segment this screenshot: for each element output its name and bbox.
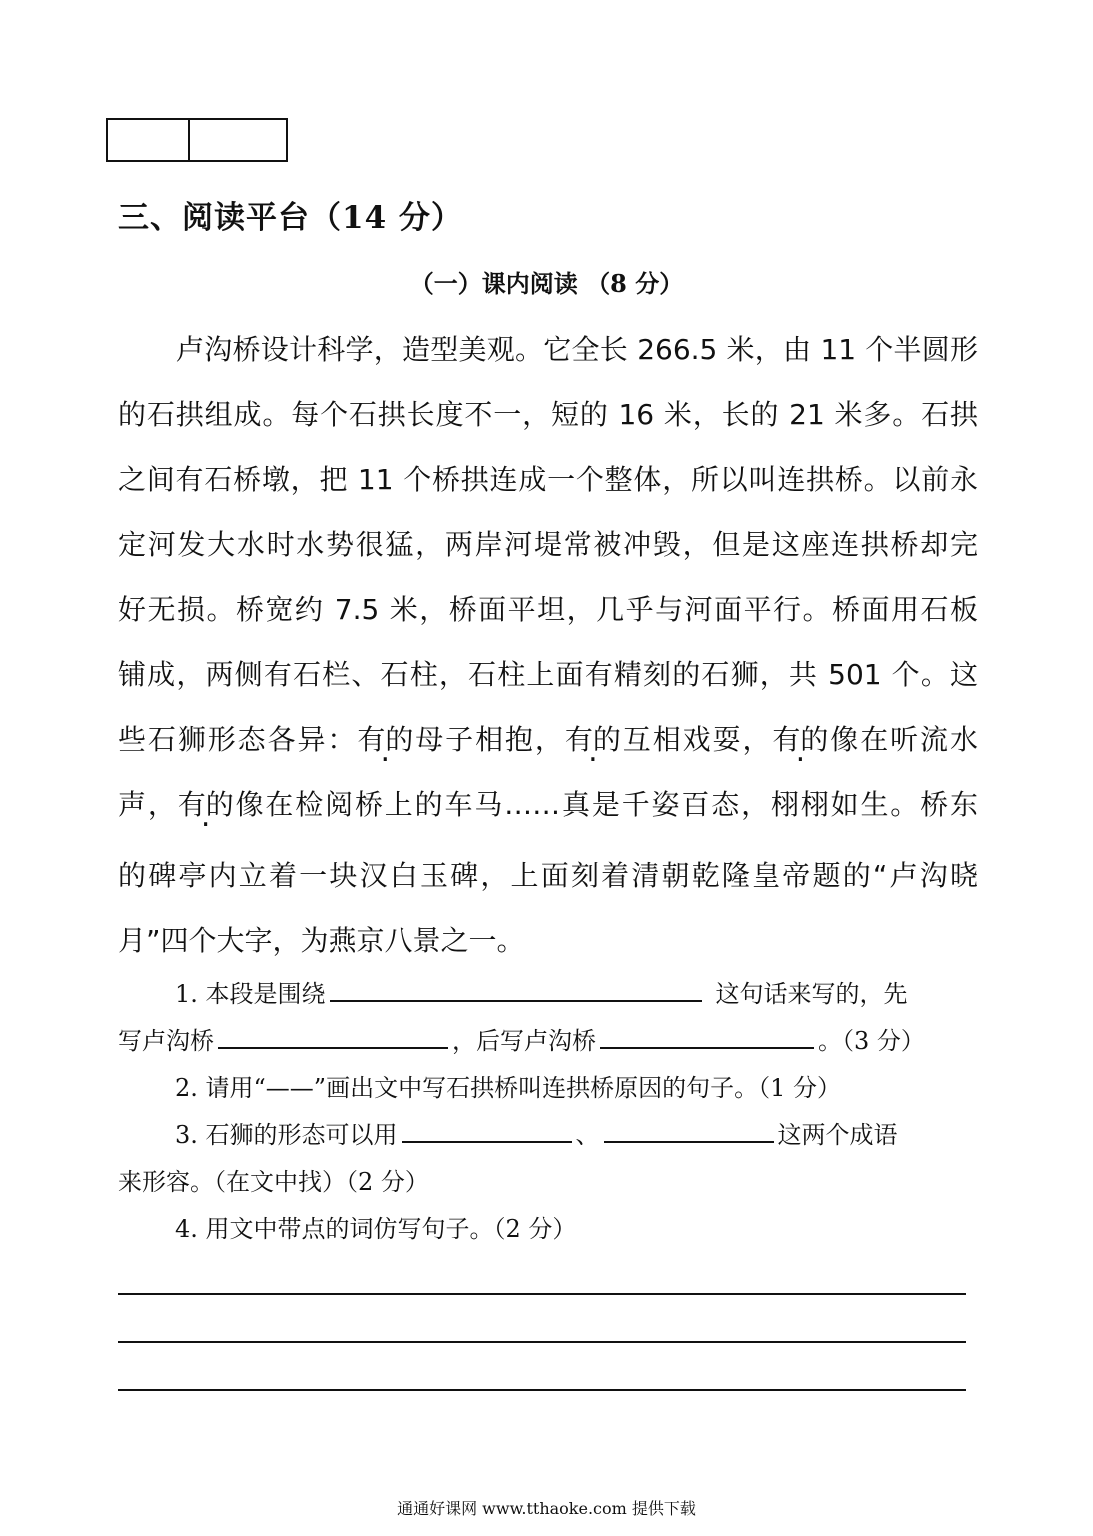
score-box [106, 118, 288, 162]
writing-line[interactable] [118, 1293, 966, 1295]
passage-line: 的碑亭内立着一块汉白玉碑，上面刻着清朝乾隆皇帝题的“卢沟晓 [118, 859, 978, 892]
passage-text: 像在听流水 [828, 723, 978, 756]
passage-line: 好无损。桥宽约 7.5 米，桥面平坦，几乎与河面平行。桥面用石板 [118, 593, 978, 626]
subsection-title: （一）课内阅读 （8 分） [409, 269, 684, 298]
section-title: 三、阅读平台（14 分） [118, 200, 463, 236]
question-text: 这句话来写的，先 [715, 980, 908, 1008]
question-list [118, 972, 978, 1254]
score-cell-value [190, 120, 286, 160]
dotted-word: 有的 . [772, 715, 828, 765]
question-3 [118, 1113, 978, 1160]
dotted-word: 有的 . [565, 715, 621, 765]
passage-line [118, 780, 978, 845]
passage-line: 月”四个大字，为燕京八景之一。 [118, 924, 525, 957]
question-2: 2. 请用“——”画出文中写石拱桥叫连拱桥原因的句子。（1 分） [175, 1074, 841, 1102]
passage-text: 像在检阅桥上的车马……真是千姿百态，栩栩如生。桥东 [233, 788, 978, 821]
question-text: 3. 石狮的形态可以用 [175, 1121, 398, 1149]
answer-blank[interactable] [604, 1113, 774, 1143]
question-text: 、 [575, 1121, 600, 1149]
question-text: ，后写卢沟桥 [452, 1027, 596, 1055]
question-1 [118, 972, 978, 1019]
reading-passage [118, 325, 978, 981]
answer-blank[interactable] [600, 1019, 814, 1049]
passage-line: 卢沟桥设计科学，造型美观。它全长 266.5 米，由 11 个半圆形 [176, 333, 978, 366]
question-3-continued: 来形容。（在文中找）（2 分） [118, 1168, 429, 1196]
question-text: 写卢沟桥 [118, 1027, 214, 1055]
dotted-word: 有的 . [178, 780, 234, 830]
score-cell-label [108, 120, 190, 160]
answer-blank[interactable] [402, 1113, 572, 1143]
passage-text: 些石狮形态各异： [118, 723, 358, 756]
passage-line: 定河发大水时水势很猛，两岸河堤常被冲毁，但是这座连拱桥却完 [118, 528, 978, 561]
question-text: 1. 本段是围绕 [175, 980, 326, 1008]
passage-line: 铺成，两侧有石栏、石柱，石柱上面有精刻的石狮，共 501 个。这 [118, 658, 978, 691]
question-text: 这两个成语 [777, 1121, 898, 1149]
question-4: 4. 用文中带点的词仿写句子。（2 分） [175, 1215, 577, 1243]
passage-line [118, 715, 978, 780]
passage-text: 声， [118, 788, 178, 821]
answer-blank[interactable] [218, 1019, 448, 1049]
page-footer: 通通好课网 www.tthaoke.com 提供下载 [397, 1499, 696, 1518]
passage-text: 母子相抱， [413, 723, 565, 756]
writing-line[interactable] [118, 1389, 966, 1391]
writing-line[interactable] [118, 1341, 966, 1343]
question-text: 。（3 分） [818, 1027, 925, 1055]
dotted-word: 有的 . [357, 715, 413, 765]
passage-text: 互相戏耍， [620, 723, 773, 756]
passage-line: 的石拱组成。每个石拱长度不一，短的 16 米，长的 21 米多。石拱 [118, 398, 978, 431]
answer-blank[interactable] [330, 972, 702, 1002]
question-1-continued [118, 1019, 978, 1066]
passage-line: 之间有石桥墩，把 11 个桥拱连成一个整体，所以叫连拱桥。以前永 [118, 463, 978, 496]
